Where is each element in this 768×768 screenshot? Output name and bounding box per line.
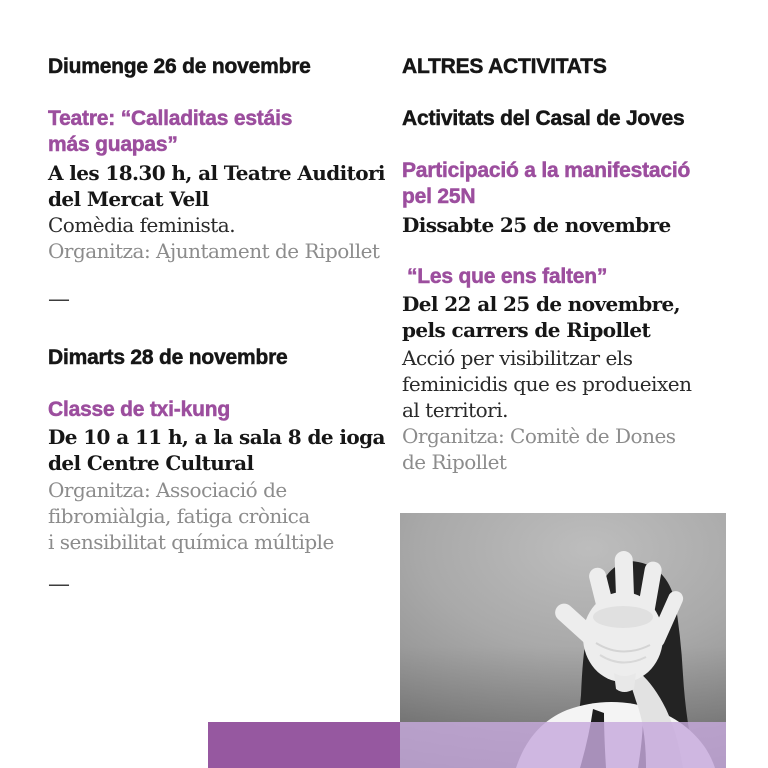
- text-line: al territori.: [402, 398, 508, 422]
- event-when: Dissabte 25 de novembre: [402, 213, 671, 237]
- footer-bar-solid: [208, 722, 400, 768]
- event-title: [402, 158, 690, 210]
- section-divider: —: [48, 572, 70, 597]
- text-line: Acció per visibilitzar els: [402, 346, 633, 370]
- text-line: Participació a la manifestació: [402, 159, 691, 182]
- event-title: Classe de txi-kung: [48, 398, 230, 421]
- date-heading: Dimarts 28 de novembre: [48, 346, 288, 369]
- event-when: [48, 160, 385, 212]
- photo-stop-gesture: [400, 513, 726, 768]
- event-title: [48, 106, 292, 158]
- text-line: i sensibilitat química múltiple: [48, 530, 334, 554]
- text-line: Teatre: “Calladitas estáis: [48, 107, 293, 130]
- date-heading: Diumenge 26 de novembre: [48, 55, 311, 78]
- section-subheading: Activitats del Casal de Joves: [402, 107, 685, 130]
- photo-overlay-band: [400, 722, 726, 768]
- text-line: Organitza: Associació de: [48, 478, 287, 502]
- event-organizer: Organitza: Ajuntament de Ripollet: [48, 239, 380, 263]
- text-line: A les 18.30 h, al Teatre Auditori: [48, 161, 385, 185]
- event-when: [48, 424, 385, 476]
- event-description: [402, 345, 691, 423]
- text-line: Del 22 al 25 de novembre,: [402, 292, 681, 316]
- text-line: feminicidis que es produeixen: [402, 372, 692, 396]
- left-column: [48, 0, 388, 768]
- text-line: más guapas”: [48, 133, 178, 156]
- text-line: pel 25N: [402, 185, 476, 208]
- text-line: Organitza: Comitè de Dones: [402, 424, 676, 448]
- event-when: [402, 291, 680, 343]
- text-line: del Centre Cultural: [48, 451, 254, 475]
- section-divider: —: [48, 287, 70, 312]
- event-title: “Les que ens falten”: [407, 265, 608, 288]
- text-line: De 10 a 11 h, a la sala 8 de ioga: [48, 425, 385, 449]
- event-organizer: [402, 423, 676, 475]
- event-description: Comèdia feminista.: [48, 213, 236, 237]
- text-line: del Mercat Vell: [48, 187, 209, 211]
- text-line: pels carrers de Ripollet: [402, 318, 651, 342]
- text-line: fibromiàlgia, fatiga crònica: [48, 504, 310, 528]
- event-organizer: [48, 477, 334, 555]
- section-heading: ALTRES ACTIVITATS: [402, 55, 607, 78]
- text-line: de Ripollet: [402, 450, 507, 474]
